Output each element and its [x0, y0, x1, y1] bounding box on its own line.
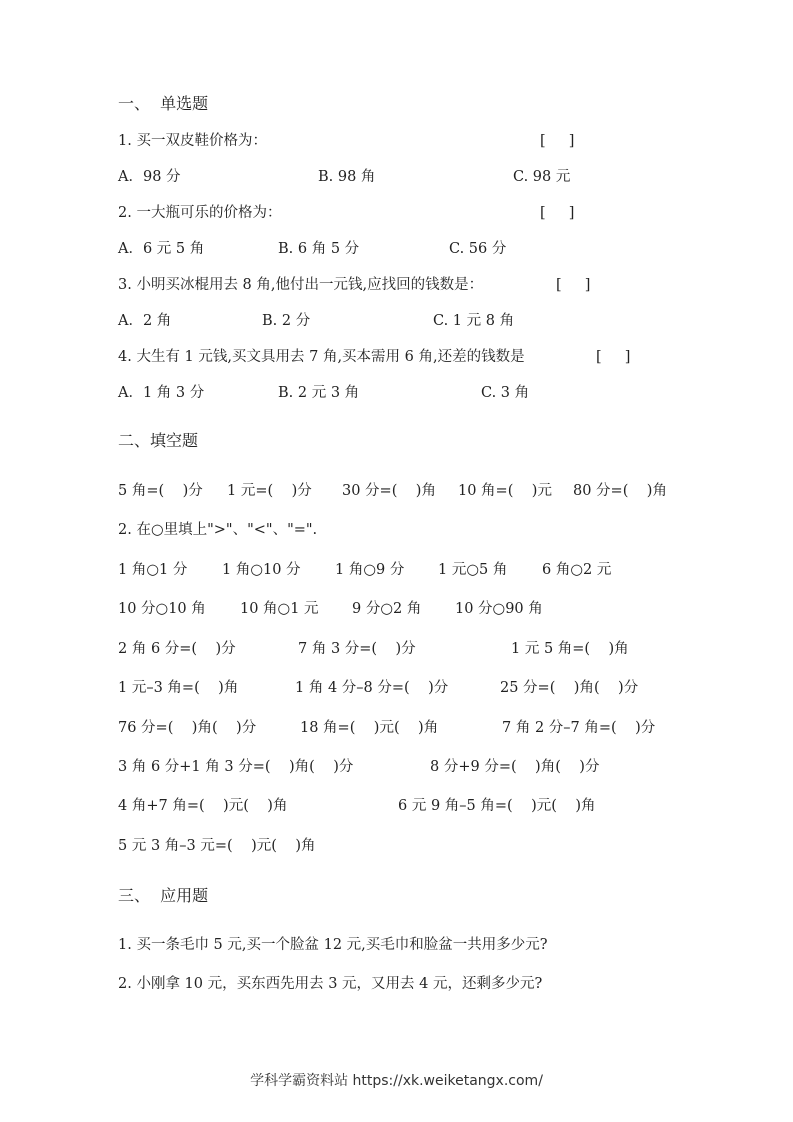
question-3-option-b: B. 2 分 [262, 313, 311, 329]
fill-item: 1 元=( )分 [227, 483, 312, 499]
question-1-answer-bracket: [ ] [540, 133, 575, 149]
question-1-option-c: C. 98 元 [513, 169, 571, 185]
fill-item: 80 分=( )角 [573, 483, 667, 499]
question-4-option-b: B. 2 元 3 角 [278, 385, 360, 401]
question-2-option-a: A．6 元 5 角 [118, 241, 205, 257]
application-question-2: 2. 小刚拿 10 元，买东西先用去 3 元，又用去 4 元，还剩多少元? [118, 976, 543, 992]
question-3-answer-bracket: [ ] [556, 277, 591, 293]
question-1-option-b: B. 98 角 [318, 169, 376, 185]
fill-item: 10 角=( )元 [458, 483, 552, 499]
fill-item: 1 元–3 角=( )角 [118, 680, 239, 696]
fill-item: 5 角=( )分 [118, 483, 203, 499]
question-2-answer-bracket: [ ] [540, 205, 575, 221]
question-1-option-a: A．98 分 [118, 169, 181, 185]
question-3-stem: 3. 小明买冰棍用去 8 角,他付出一元钱,应找回的钱数是： [118, 277, 484, 293]
compare-item: 10 角○1 元 [240, 601, 319, 617]
fill-item: 1 元 5 角=( )角 [511, 641, 629, 657]
fill-item: 8 分+9 分=( )角( )分 [430, 759, 600, 775]
question-4-stem: 4. 大生有 1 元钱,买文具用去 7 角,买本需用 6 角,还差的钱数是 [118, 349, 525, 365]
compare-item: 1 角○9 分 [335, 562, 405, 578]
fill-item: 2 角 6 分=( )分 [118, 641, 236, 657]
question-1-stem: 1. 买一双皮鞋价格为： [118, 133, 267, 149]
page-footer-watermark: 学科学霸资料站 https://xk.weiketangx.com/ [250, 1073, 543, 1089]
compare-question-stem: 2. 在○里填上">"、"<"、"=". [118, 522, 318, 538]
section-2-title: 二、填空题 [118, 431, 199, 450]
question-2-option-b: B. 6 角 5 分 [278, 241, 360, 257]
compare-item: 6 角○2 元 [542, 562, 612, 578]
fill-item: 7 角 3 分=( )分 [298, 641, 416, 657]
compare-item: 10 分○90 角 [455, 601, 543, 617]
fill-item: 4 角+7 角=( )元( )角 [118, 798, 288, 814]
fill-item: 76 分=( )角( )分 [118, 720, 257, 736]
question-2-stem: 2. 一大瓶可乐的价格为： [118, 205, 282, 221]
compare-item: 1 元○5 角 [438, 562, 508, 578]
fill-item: 1 角 4 分–8 分=( )分 [295, 680, 449, 696]
compare-item: 10 分○10 角 [118, 601, 206, 617]
fill-item: 7 角 2 分–7 角=( )分 [502, 720, 656, 736]
question-3-option-a: A．2 角 [118, 313, 172, 329]
fill-item: 30 分=( )角 [342, 483, 436, 499]
compare-item: 9 分○2 角 [352, 601, 422, 617]
section-3-title: 三、 应用题 [118, 886, 209, 905]
question-4-answer-bracket: [ ] [596, 349, 631, 365]
fill-item: 5 元 3 角–3 元=( )元( )角 [118, 838, 316, 854]
question-4-option-a: A．1 角 3 分 [118, 385, 205, 401]
question-4-option-c: C. 3 角 [481, 385, 530, 401]
section-1-title: 一、 单选题 [118, 94, 209, 113]
compare-item: 1 角○1 分 [118, 562, 188, 578]
fill-item: 3 角 6 分+1 角 3 分=( )角( )分 [118, 759, 354, 775]
question-2-option-c: C. 56 分 [449, 241, 507, 257]
fill-item: 25 分=( )角( )分 [500, 680, 639, 696]
application-question-1: 1. 买一条毛巾 5 元,买一个脸盆 12 元,买毛巾和脸盆一共用多少元? [118, 937, 548, 953]
compare-item: 1 角○10 分 [222, 562, 301, 578]
question-3-option-c: C. 1 元 8 角 [433, 313, 515, 329]
fill-item: 6 元 9 角–5 角=( )元( )角 [398, 798, 596, 814]
fill-item: 18 角=( )元( )角 [300, 720, 439, 736]
